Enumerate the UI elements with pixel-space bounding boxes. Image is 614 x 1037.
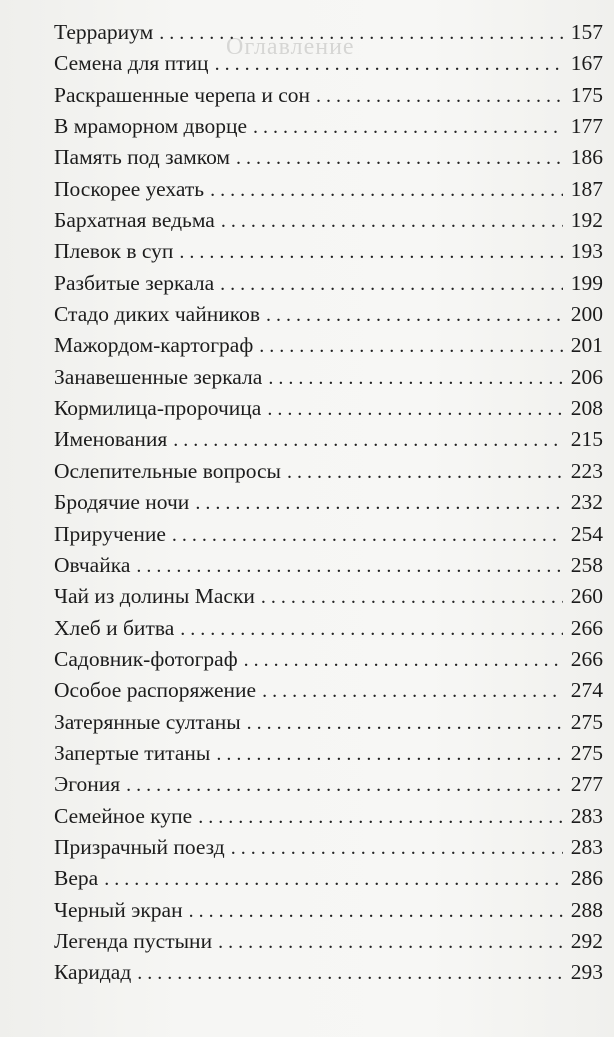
dot-leader xyxy=(180,614,563,645)
toc-entry xyxy=(54,236,603,267)
toc-entry-title: Разбитые зеркала xyxy=(54,270,215,295)
toc-entry-title: Каридад xyxy=(54,960,132,985)
toc-entry-title: Плевок в суп xyxy=(54,239,174,264)
dot-leader xyxy=(287,457,563,488)
toc-entry-title: Вера xyxy=(54,866,99,891)
toc-entry-title: Раскрашенные черепа и сон xyxy=(54,82,311,107)
bleed-through-heading: Оглавление xyxy=(226,34,355,60)
dot-leader xyxy=(189,896,563,927)
dot-leader xyxy=(236,143,563,174)
toc-entry-page-number: 200 xyxy=(570,302,603,327)
toc-entry-page-number: 266 xyxy=(570,615,603,640)
toc-entry-title: Овчайка xyxy=(54,552,131,577)
dot-leader xyxy=(173,425,563,456)
toc-entry xyxy=(54,675,603,706)
toc-entry xyxy=(54,581,603,612)
dot-leader xyxy=(195,488,563,519)
dot-leader xyxy=(172,520,563,551)
toc-entry xyxy=(54,299,603,330)
dot-leader xyxy=(104,864,563,895)
toc-entry-title: Бархатная ведьма xyxy=(54,208,215,233)
toc-entry xyxy=(54,424,603,455)
toc-entry-page-number: 292 xyxy=(570,928,603,953)
toc-entry-page-number: 186 xyxy=(570,145,603,170)
toc-entry xyxy=(54,957,603,988)
toc-entry xyxy=(54,111,603,142)
toc-entry-title: Занавешенные зеркала xyxy=(54,364,263,389)
dot-leader xyxy=(244,645,563,676)
dot-leader xyxy=(215,49,563,80)
toc-entry xyxy=(54,613,603,644)
toc-entry-title: Запертые титаны xyxy=(54,740,211,765)
toc-entry xyxy=(54,863,603,894)
table-of-contents xyxy=(54,17,603,989)
toc-entry-page-number: 192 xyxy=(570,208,603,233)
toc-entry-title: Мажордом-картограф xyxy=(54,333,254,358)
toc-entry-title: Легенда пустыни xyxy=(54,928,213,953)
dot-leader xyxy=(261,582,563,613)
toc-entry xyxy=(54,174,603,205)
toc-entry-page-number: 274 xyxy=(570,678,603,703)
dot-leader xyxy=(126,770,563,801)
toc-entry-page-number: 232 xyxy=(570,490,603,515)
toc-entry-title: Стадо диких чайников xyxy=(54,302,260,327)
toc-entry-page-number: 187 xyxy=(570,176,603,201)
toc-entry-title: Террариум xyxy=(54,20,154,44)
toc-entry-page-number: 177 xyxy=(570,114,603,139)
dot-leader xyxy=(266,300,563,331)
toc-entry xyxy=(54,550,603,581)
toc-entry-title: Семейное купе xyxy=(54,803,193,828)
toc-entry-title: Кормилица-пророчица xyxy=(54,396,262,421)
toc-entry xyxy=(54,487,603,518)
toc-entry-title: Особое распоряжение xyxy=(54,678,257,703)
toc-entry-page-number: 215 xyxy=(570,427,603,452)
dot-leader xyxy=(262,676,563,707)
toc-entry xyxy=(54,801,603,832)
dot-leader xyxy=(247,708,563,739)
dot-leader xyxy=(210,175,563,206)
toc-entry xyxy=(54,330,603,361)
toc-entry xyxy=(54,142,603,173)
dot-leader xyxy=(220,269,563,300)
toc-entry-page-number: 258 xyxy=(570,552,603,577)
dot-leader xyxy=(218,927,563,958)
toc-entry-page-number: 201 xyxy=(570,333,603,358)
dot-leader xyxy=(268,363,563,394)
toc-entry-page-number: 293 xyxy=(570,960,603,985)
toc-entry-page-number: 275 xyxy=(570,740,603,765)
toc-entry xyxy=(54,832,603,863)
toc-entry xyxy=(54,895,603,926)
toc-entry-title: Чай из долины Маски xyxy=(54,584,255,609)
toc-entry-page-number: 175 xyxy=(570,82,603,107)
dot-leader xyxy=(231,833,563,864)
toc-entry-title: Именования xyxy=(54,427,168,452)
toc-entry xyxy=(54,738,603,769)
toc-entry xyxy=(54,926,603,957)
toc-entry-page-number: 266 xyxy=(570,646,603,671)
toc-entry-page-number: 288 xyxy=(570,897,603,922)
toc-entry-page-number: 260 xyxy=(570,584,603,609)
toc-entry-title: Черный экран xyxy=(54,897,183,922)
toc-entry xyxy=(54,393,603,424)
toc-entry-title: Приручение xyxy=(54,521,166,546)
toc-entry xyxy=(54,707,603,738)
toc-entry xyxy=(54,769,603,800)
toc-entry xyxy=(54,456,603,487)
toc-entry-title: Садовник-фотограф xyxy=(54,646,238,671)
toc-entry-title: Ослепительные вопросы xyxy=(54,458,281,483)
dot-leader xyxy=(137,958,563,989)
dot-leader xyxy=(198,802,563,833)
toc-entry-title: Эгония xyxy=(54,772,121,797)
toc-entry xyxy=(54,48,603,79)
toc-entry-page-number: 208 xyxy=(570,396,603,421)
toc-entry xyxy=(54,205,603,236)
dot-leader xyxy=(179,237,563,268)
dot-leader xyxy=(253,112,563,143)
toc-entry-page-number: 206 xyxy=(570,364,603,389)
toc-entry-title: Хлеб и битва xyxy=(54,615,175,640)
toc-entry xyxy=(54,268,603,299)
dot-leader xyxy=(159,18,563,49)
dot-leader xyxy=(316,81,563,112)
toc-entry-page-number: 223 xyxy=(570,458,603,483)
toc-entry-page-number: 277 xyxy=(570,772,603,797)
toc-entry-page-number: 157 xyxy=(570,20,603,44)
dot-leader xyxy=(259,331,563,362)
toc-entry-title: Бродячие ночи xyxy=(54,490,190,515)
toc-entry-page-number: 167 xyxy=(570,51,603,76)
toc-entry-page-number: 283 xyxy=(570,803,603,828)
toc-entry-page-number: 286 xyxy=(570,866,603,891)
toc-entry-title: Затерянные султаны xyxy=(54,709,241,734)
toc-entry-title: Память под замком xyxy=(54,145,231,170)
toc-entry xyxy=(54,80,603,111)
toc-entry-page-number: 193 xyxy=(570,239,603,264)
dot-leader xyxy=(221,206,563,237)
dot-leader xyxy=(136,551,563,582)
toc-entry-title: Семена для птиц xyxy=(54,51,209,76)
toc-entry-page-number: 254 xyxy=(570,521,603,546)
toc-entry-page-number: 283 xyxy=(570,834,603,859)
toc-entry xyxy=(54,519,603,550)
dot-leader xyxy=(216,739,563,770)
toc-entry-page-number: 199 xyxy=(570,270,603,295)
toc-entry xyxy=(54,644,603,675)
toc-entry-title: Поскорее уехать xyxy=(54,176,205,201)
dot-leader xyxy=(267,394,563,425)
toc-entry xyxy=(54,17,603,48)
toc-entry-page-number: 275 xyxy=(570,709,603,734)
toc-entry xyxy=(54,362,603,393)
toc-entry-title: Призрачный поезд xyxy=(54,834,225,859)
toc-entry-title: В мраморном дворце xyxy=(54,114,248,139)
